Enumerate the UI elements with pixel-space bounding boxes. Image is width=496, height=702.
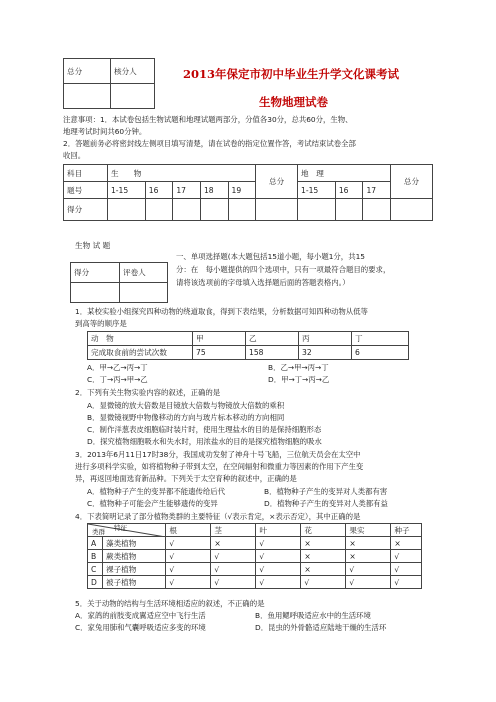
grader-box: [70, 262, 168, 303]
q4-mark: √: [211, 576, 256, 589]
q5-option-a: A．家鸽的前肢变成翼适应空中飞行生活: [75, 611, 206, 620]
q4-row-letter: C: [88, 563, 103, 576]
q1-row-cell: 75: [193, 346, 246, 360]
q4-row-name: 裸子植物: [103, 563, 166, 576]
q1-option-a: A．甲→乙→丙→丁: [87, 363, 148, 372]
subject-score-table: [63, 164, 433, 221]
q4-mark: √: [391, 563, 422, 576]
subject-label: 科目: [64, 165, 108, 182]
q4-stem: 4．下表简明记录了部分植物类群的主要特征（√表示肯定，×表示否定），其中正确的是: [75, 512, 361, 521]
q1-row-cell: 32: [299, 346, 352, 360]
bio-col: 18: [200, 182, 228, 199]
q4-mark: √: [391, 576, 422, 589]
q4-row-name: 蕨类植物: [103, 550, 166, 563]
exam-subtitle: 生物地理试卷: [259, 95, 328, 109]
bio-col: 16: [145, 182, 173, 199]
q2-option-d: D．探究植物细胞吸水和失水时，用浓盐水的目的是探究植物细胞的吸水: [87, 437, 322, 446]
q4-col-header: 花: [301, 524, 346, 537]
q4-mark: ×: [301, 563, 346, 576]
q1-row-cell: 158: [246, 346, 299, 360]
q5-stem: 5．关于动物的结构与生活环境相适应的叙述，不正确的是: [75, 599, 265, 608]
q1-header-cell: 甲: [193, 332, 246, 346]
q3-option-a: A．植物种子产生的变异都不能遗传给后代: [87, 487, 226, 496]
q4-mark: √: [211, 563, 256, 576]
exam-title: 2013年保定市初中毕业生升学文化课考试: [183, 67, 400, 81]
note-line-4: 收回。: [63, 151, 86, 160]
q4-mark: √: [256, 576, 301, 589]
q3-stem-1: 3．2013年6月11日17时38分，我国成功发射了神舟十号飞船，三位航天员会在太空中: [75, 450, 361, 459]
q4-mark: √: [256, 550, 301, 563]
q1-row-cell: 完成取食前的尝试次数: [88, 346, 193, 360]
note-line-3: 2．答题前务必将密封线左侧项目填写清楚，请在试卷的指定位置作答，考试结束试卷全部: [63, 139, 356, 148]
q4-row-name: 被子植物: [103, 576, 166, 589]
q4-mark: ×: [301, 537, 346, 550]
bio-col: 1-15: [107, 182, 145, 199]
q4-mark: ×: [301, 550, 346, 563]
q1-stem-2: 到高等的顺序是: [75, 319, 127, 328]
q4-mark: √: [166, 550, 211, 563]
score-box-checker: 核分人: [111, 59, 155, 84]
q1-header-cell: 丙: [299, 332, 352, 346]
q4-mark: √: [256, 563, 301, 576]
section1-line-1: 一、单项选择题(本大题包括15道小题，每小题1分，共15: [176, 252, 365, 261]
q4-mark: √: [166, 537, 211, 550]
q2-option-c: C．制作洋葱表皮细胞临时装片时，使用生理盐水的目的是保持细胞形态: [87, 425, 322, 434]
q4-header-type: 类群: [92, 528, 105, 536]
q4-mark: ×: [211, 537, 256, 550]
score-box: [63, 58, 155, 109]
q3-stem-2: 进行多项科学实验，如将植物种子带到太空，在空间辐射和微重力等因素的作用下产生变: [75, 462, 364, 471]
bio-col: 17: [173, 182, 201, 199]
q4-mark: √: [256, 537, 301, 550]
qnum-label: 题号: [64, 182, 108, 199]
q4-mark: √: [346, 563, 391, 576]
q1-header-cell: 丁: [352, 332, 409, 346]
q5-option-c: C．家兔用肺和气囊呼吸适应多变的环境: [75, 623, 206, 632]
q1-header-cell: 动 物: [88, 332, 193, 346]
q4-row-letter: A: [88, 537, 103, 550]
note-line-2: 地理考试时间共60分钟。: [63, 127, 147, 136]
q4-row-letter: B: [88, 550, 103, 563]
q1-table: [87, 331, 409, 360]
q4-col-header: 果实: [346, 524, 391, 537]
section1-line-3: 请将该选项前的字母填入选择题后面的答题表格内。）: [176, 278, 350, 287]
score-row-label: 得分: [64, 199, 108, 221]
q5-option-d: D．昆虫的外骨骼适应陆地干燥的生活环: [255, 623, 387, 632]
q1-option-c: C．丁→丙→甲→乙: [87, 375, 148, 384]
q2-option-b: B．显微镜视野中物像移动的方向与玻片标本移动的方向相同: [87, 413, 285, 422]
q4-mark: ×: [346, 537, 391, 550]
q4-mark: √: [301, 576, 346, 589]
q4-mark: ×: [346, 550, 391, 563]
q3-option-d: D．植物种子产生的变异对人类都有益: [264, 499, 388, 508]
bio-total: 总分: [256, 165, 298, 199]
q4-col-header: 根: [166, 524, 211, 537]
geo-col: 1-15: [298, 182, 336, 199]
q4-table: [87, 523, 422, 589]
q3-option-c: C．植物种子可能会产生能够遗传的变异: [87, 499, 218, 508]
q1-stem-1: 1．某校实验小组探究四种动物的绕道取食，得到下表结果，分析数据可知四种动物从低等: [75, 307, 368, 316]
q1-option-d: D．甲→丁→丙→乙: [268, 375, 330, 384]
q3-stem-3: 异，再返回地面选育新品种。下列关于太空育种的叙述中，正确的是: [75, 474, 297, 483]
bio-subject-name: 生 物: [107, 165, 255, 182]
geo-total: 总分: [391, 165, 433, 199]
score-box-total: 总分: [64, 59, 111, 84]
q2-option-a: A．显微镜的放大倍数是目镜放大倍数与物镜放大倍数的乘积: [87, 401, 285, 410]
geo-subject-name: 地 理: [298, 165, 391, 182]
bio-col: 19: [228, 182, 256, 199]
q3-option-b: B．植物种子产生的变异对人类都有害: [264, 487, 388, 496]
section1-line-2: 分：在 每小题提供的四个选项中，只有一项最符合题目的要求，: [176, 265, 391, 274]
q5-option-b: B．鱼用鳃呼吸适应水中的生活环境: [255, 611, 371, 620]
q1-option-b: B．乙→甲→丙→丁: [268, 363, 329, 372]
q4-mark: √: [166, 563, 211, 576]
q4-col-header: 种子: [391, 524, 422, 537]
q4-mark: √: [166, 576, 211, 589]
q1-header-cell: 乙: [246, 332, 299, 346]
grader-label: 评卷人: [120, 263, 168, 283]
grader-score-label: 得分: [71, 263, 120, 283]
q1-row-cell: 6: [352, 346, 409, 360]
geo-col: 16: [335, 182, 363, 199]
q4-mark: √: [391, 550, 422, 563]
q4-col-header: 茎: [211, 524, 256, 537]
q4-row-name: 藻类植物: [103, 537, 166, 550]
q2-stem: 2．下列有关生物实验内容的叙述，正确的是: [75, 388, 221, 397]
q4-mark: √: [211, 550, 256, 563]
q4-corner-cell: [88, 524, 166, 537]
q4-mark: √: [346, 576, 391, 589]
q4-col-header: 叶: [256, 524, 301, 537]
q4-header-feature: 特征: [114, 524, 127, 532]
q4-row-letter: D: [88, 576, 103, 589]
note-line-1: 注意事项：1．本试卷包括生物试题和地理试题两部分，分值各30分，总共60分，生物、: [63, 115, 353, 124]
q4-mark: ×: [391, 537, 422, 550]
geo-col: 17: [363, 182, 391, 199]
section-label: 生物 试 题: [75, 241, 111, 250]
